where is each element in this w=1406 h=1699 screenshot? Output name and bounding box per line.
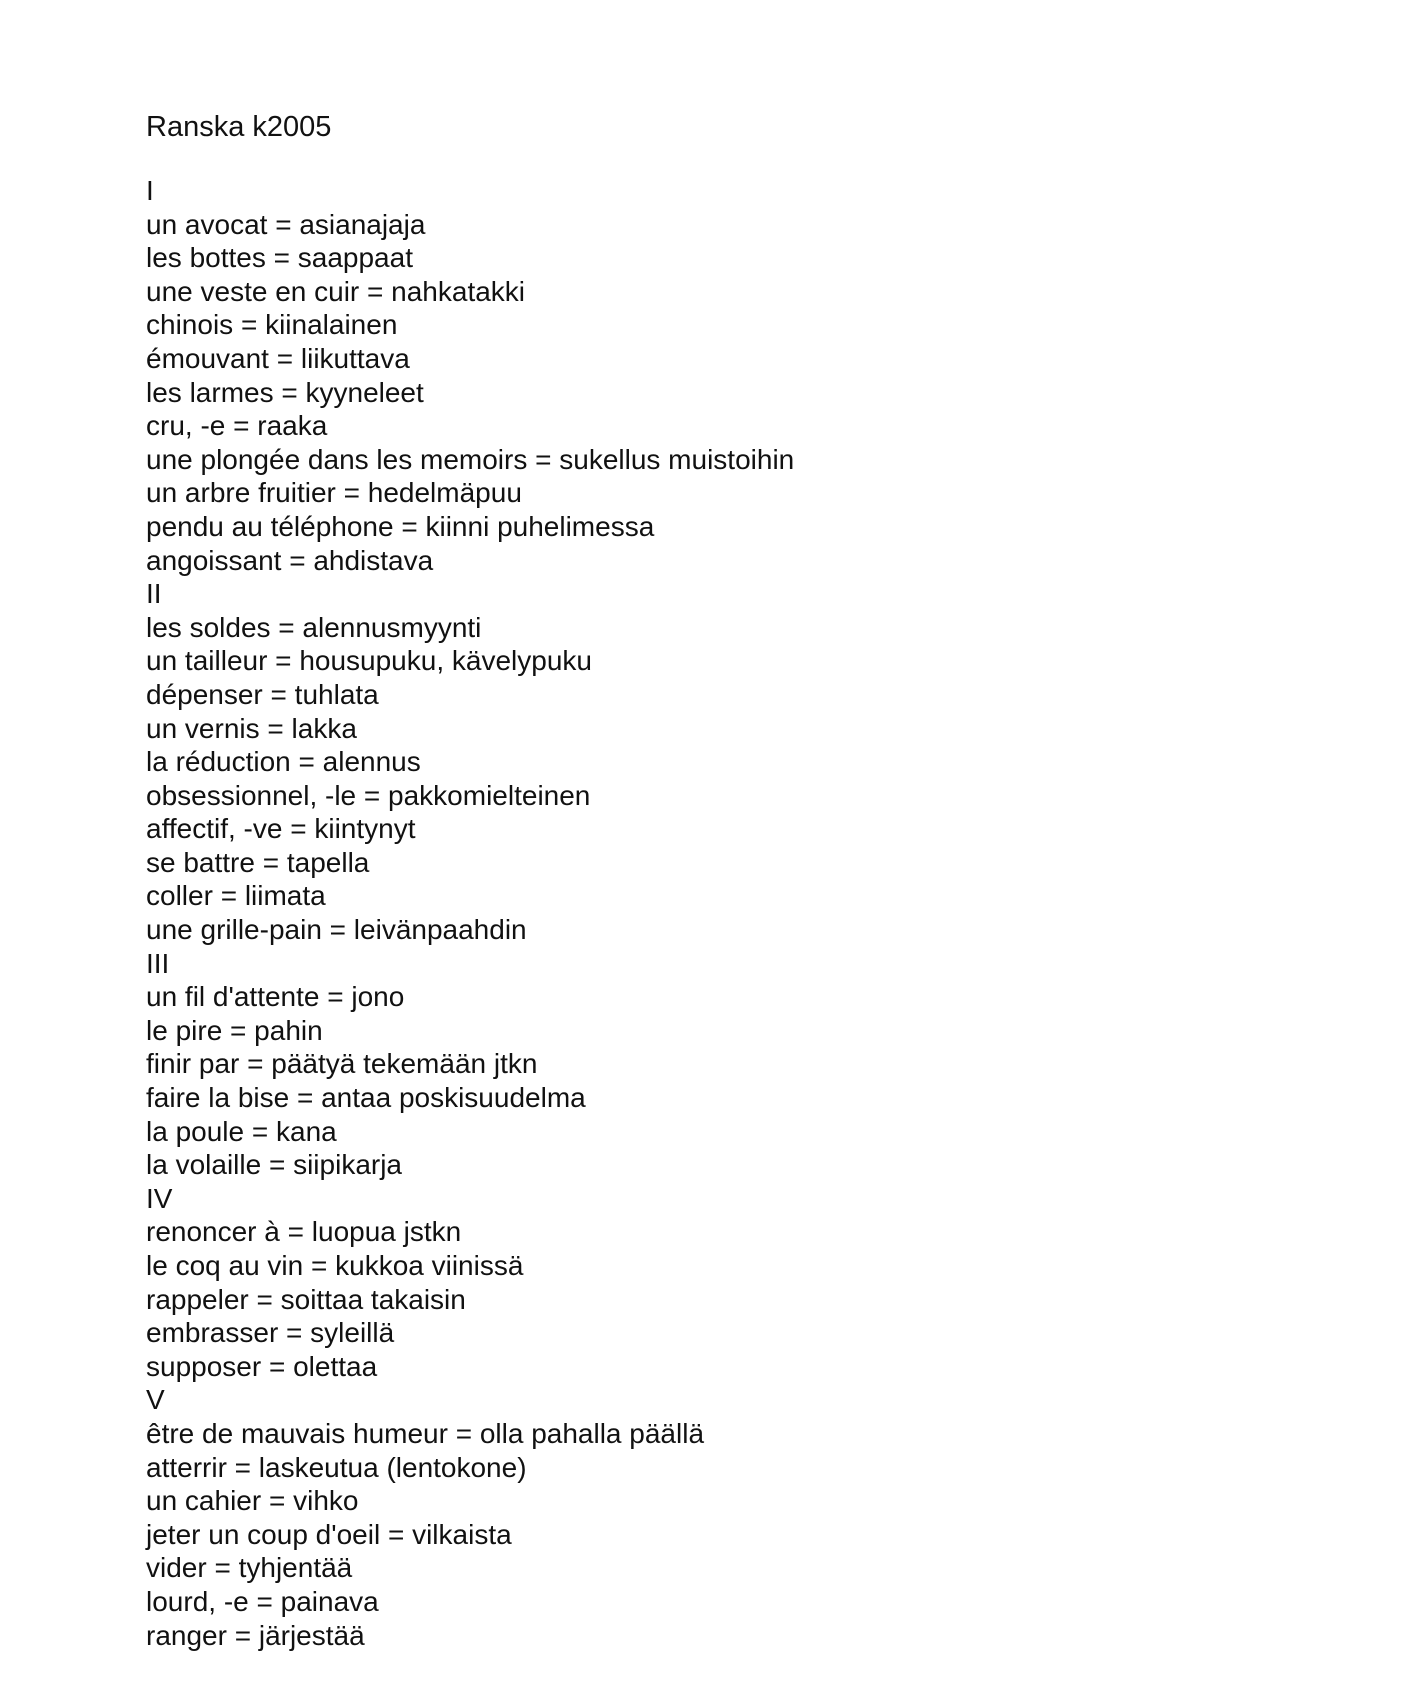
section-heading: II bbox=[146, 578, 162, 610]
vocab-entry: chinois = kiinalainen bbox=[146, 309, 398, 341]
vocab-entry: une grille-pain = leivänpaahdin bbox=[146, 914, 527, 946]
vocab-entry: lourd, -e = painava bbox=[146, 1585, 379, 1617]
vocab-entry: ranger = järjestää bbox=[146, 1619, 365, 1651]
document-title: Ranska k2005 bbox=[146, 111, 332, 143]
vocab-entry: la poule = kana bbox=[146, 1115, 337, 1147]
vocab-entry: supposer = olettaa bbox=[146, 1350, 378, 1382]
vocab-entry: les larmes = kyyneleet bbox=[146, 376, 424, 408]
vocab-entry: se battre = tapella bbox=[146, 846, 370, 878]
vocab-entry: dépenser = tuhlata bbox=[146, 678, 379, 710]
vocab-entry: un avocat = asianajaja bbox=[146, 208, 426, 240]
vocab-entry: une plongée dans les memoirs = sukellus muistoihin bbox=[146, 443, 795, 475]
vocab-entry: embrasser = syleillä bbox=[146, 1317, 395, 1349]
vocab-entry: un fil d'attente = jono bbox=[146, 981, 405, 1013]
vocab-entry: un cahier = vihko bbox=[146, 1485, 359, 1517]
section-heading: IV bbox=[146, 1182, 173, 1214]
vocab-entry: atterrir = laskeutua (lentokone) bbox=[146, 1451, 527, 1483]
vocab-entry: le coq au vin = kukkoa viinissä bbox=[146, 1250, 524, 1281]
vocab-entry: pendu au téléphone = kiinni puhelimessa bbox=[146, 510, 655, 542]
vocab-entry: cru, -e = raaka bbox=[146, 410, 328, 442]
section-heading: III bbox=[146, 947, 170, 979]
vocab-entry: la volaille = siipikarja bbox=[146, 1149, 403, 1181]
vocab-entry: faire la bise = antaa poskisuudelma bbox=[146, 1082, 586, 1114]
vocab-entry: un vernis = lakka bbox=[146, 712, 357, 744]
vocab-entry: être de mauvais humeur = olla pahalla päällä bbox=[146, 1417, 705, 1449]
vocab-entry: un tailleur = housupuku, kävelypuku bbox=[146, 645, 592, 677]
vocab-entry: vider = tyhjentää bbox=[146, 1552, 353, 1584]
vocab-entry: émouvant = liikuttava bbox=[146, 342, 410, 374]
vocab-entry: les bottes = saappaat bbox=[146, 242, 413, 274]
vocab-entry: un arbre fruitier = hedelmäpuu bbox=[146, 477, 522, 509]
vocab-entry: obsessionnel, -le = pakkomielteinen bbox=[146, 779, 591, 811]
vocab-entry: angoissant = ahdistava bbox=[146, 544, 434, 576]
vocab-entry: rappeler = soittaa takaisin bbox=[146, 1283, 466, 1315]
vocab-entry: le pire = pahin bbox=[146, 1014, 323, 1046]
vocab-entry: finir par = päätyä tekemään jtkn bbox=[146, 1048, 538, 1080]
document-page bbox=[146, 108, 1326, 1652]
vocab-entry: renoncer à = luopua jstkn bbox=[146, 1216, 462, 1248]
vocabulary-list bbox=[146, 174, 1326, 1652]
section-heading: V bbox=[146, 1384, 165, 1416]
vocab-entry: jeter un coup d'oeil = vilkaista bbox=[146, 1518, 512, 1550]
vocab-entry: une veste en cuir = nahkatakki bbox=[146, 275, 526, 307]
section-heading: I bbox=[146, 175, 154, 206]
vocab-entry: la réduction = alennus bbox=[146, 746, 421, 778]
vocab-entry: les soldes = alennusmyynti bbox=[146, 611, 482, 643]
vocab-entry: affectif, -ve = kiintynyt bbox=[146, 813, 416, 845]
vocab-entry: coller = liimata bbox=[146, 880, 326, 912]
